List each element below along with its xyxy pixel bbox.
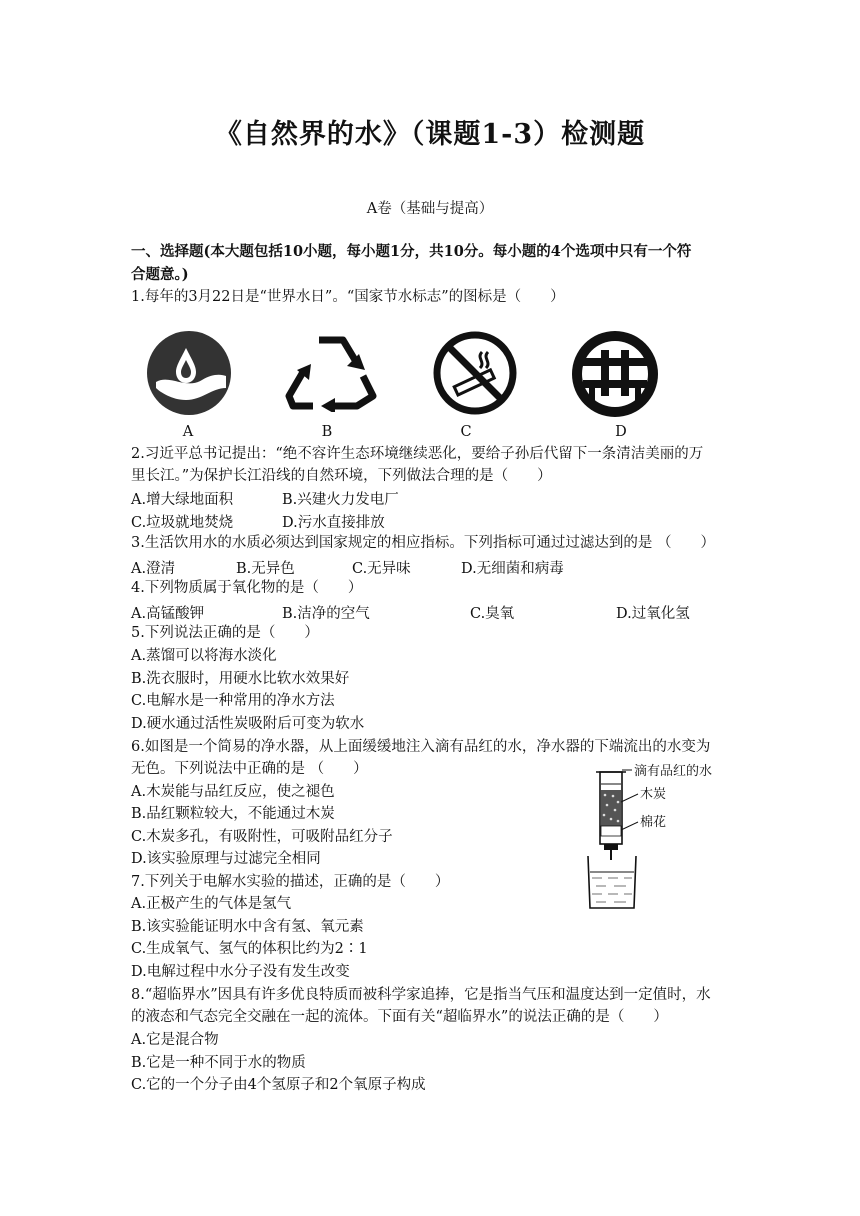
option-c-caption: C (460, 424, 472, 440)
q5-option-a: A.蒸馏可以将海水淡化 (131, 648, 277, 664)
label-water-with-dye: 滴有品红的水 (634, 764, 713, 779)
q8-option-a: A.它是混合物 (131, 1032, 219, 1048)
q4-option-a: A.高锰酸钾 (131, 606, 205, 622)
recycle-icon (285, 330, 377, 412)
q4-option-b: B.洁净的空气 (282, 606, 370, 622)
option-d-caption: D (615, 424, 627, 440)
q4-option-d: D.过氧化氢 (616, 606, 690, 622)
q3-stem: 3.生活饮用水的水质必须达到国家规定的相应指标。下列指标可通过过滤达到的是 （ ） (131, 535, 715, 551)
q2-option-c: C.垃圾就地焚烧 (131, 515, 234, 531)
q6-option-a: A.木炭能与品红反应，使之褪色 (131, 784, 335, 800)
q6-option-b: B.品红颗粒较大，不能通过木炭 (131, 806, 335, 822)
q5-option-b: B.洗衣服时，用硬水比软水效果好 (131, 671, 350, 687)
label-cotton: 棉花 (640, 815, 667, 830)
q6-stem-line2: 无色。下列说法中正确的是 （ ） (131, 761, 368, 777)
q3-option-b: B.无异色 (236, 561, 295, 577)
q8-stem-line2: 的液态和气态完全交融在一起的流体。下面有关“超临界水”的说法正确的是（ ） (131, 1009, 668, 1025)
q3-option-d: D.无细菌和病毒 (461, 561, 564, 577)
china-economy-icon (571, 330, 659, 418)
paper-subtitle: A卷（基础与提高） (366, 201, 494, 217)
q5-stem: 5.下列说法正确的是（ ） (131, 625, 319, 641)
no-smoking-icon (432, 330, 518, 416)
q7-option-c: C.生成氧气、氢气的体积比约为2∶1 (131, 941, 368, 957)
q5-option-c: C.电解水是一种常用的净水方法 (131, 693, 335, 709)
q5-option-d: D.硬水通过活性炭吸附后可变为软水 (131, 716, 365, 732)
q1-stem: 1.每年的3月22日是“世界水日”。“国家节水标志”的图标是（ ） (131, 289, 565, 305)
q2-option-d: D.污水直接排放 (282, 515, 385, 531)
water-purifier-diagram (582, 758, 738, 914)
section-heading-line1: 一、选择题(本大题包括10小题，每小题1分，共10分。每小题的4个选项中只有一个符 (131, 243, 692, 260)
section-heading-line2: 合题意。) (131, 266, 189, 283)
q8-option-b: B.它是一种不同于水的物质 (131, 1055, 306, 1071)
q4-stem: 4.下列物质属于氧化物的是（ ） (131, 580, 363, 596)
q2-option-b: B.兴建火力发电厂 (282, 492, 399, 508)
q2-option-a: A.增大绿地面积 (131, 492, 234, 508)
q6-option-c: C.木炭多孔，有吸附性，可吸附品红分子 (131, 829, 393, 845)
q7-option-a: A.正极产生的气体是氢气 (131, 896, 292, 912)
q7-option-d: D.电解过程中水分子没有发生改变 (131, 964, 350, 980)
water-drop-icon (146, 330, 232, 416)
label-charcoal: 木炭 (640, 787, 667, 802)
q3-option-c: C.无异味 (352, 561, 411, 577)
q7-option-b: B.该实验能证明水中含有氢、氧元素 (131, 919, 364, 935)
q2-stem-line2: 里长江。”为保护长江沿线的自然环境，下列做法合理的是（ ） (131, 468, 552, 484)
q8-stem-line1: 8.“超临界水”因具有许多优良特质而被科学家追捧，它是指当气压和温度达到一定值时，水 (131, 987, 711, 1003)
option-b-caption: B (321, 424, 333, 440)
q6-option-d: D.该实验原理与过滤完全相同 (131, 851, 321, 867)
q6-stem-line1: 6.如图是一个简易的净水器，从上面缓缓地注入滴有品红的水，净水器的下端流出的水变为 (131, 739, 711, 755)
q8-option-c: C.它的一个分子由4个氢原子和2个氧原子构成 (131, 1077, 426, 1093)
q7-stem: 7.下列关于电解水实验的描述，正确的是（ ） (131, 874, 450, 890)
q4-option-c: C.臭氧 (470, 606, 515, 622)
option-a-caption: A (182, 424, 194, 440)
q3-option-a: A.澄清 (131, 561, 176, 577)
q2-stem-line1: 2.习近平总书记提出：“绝不容许生态环境继续恶化，要给子孙后代留下一条清洁美丽的万 (131, 446, 704, 462)
page-title: 《自然界的水》（课题1-3）检测题 (214, 119, 646, 150)
